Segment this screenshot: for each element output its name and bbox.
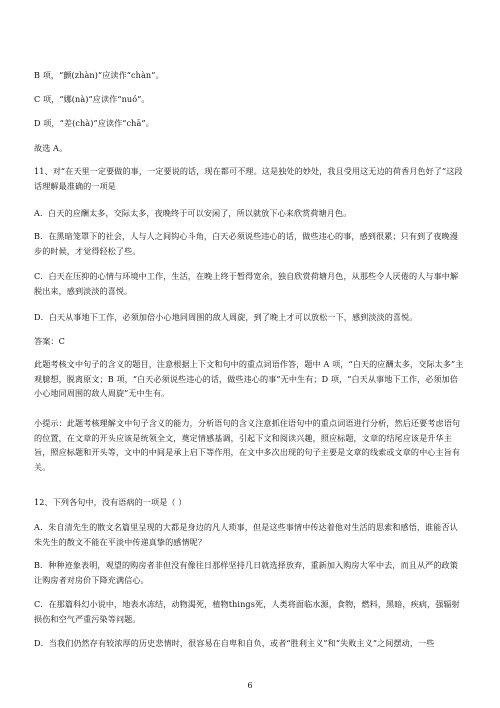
answer-explanation-c: C 项，“娜(nà)”应读作“nuó”。 [34, 94, 150, 104]
question-11-stem: 11、对“在天里一定要做的事，一定要说的话，现在都可不理。这是独处的妙处，我且受用这无边的荷香月色好了”这段话理解最准确的一项是 [34, 166, 463, 191]
question-11-option-b: B．在黑暗笼罩下的社会，人与人之间钩心斗角，白天必须说些违心的话，做些违心的事，感到很累；只有到了夜晚漫步的时候，才觉得轻松了些。 [34, 231, 458, 256]
question-11-option-a: A．白天的应酬太多，交际太多，夜晚终于可以安闲了，所以就放下心来欣赏荷塘月色。 [34, 208, 352, 218]
answer-explanation-d: D 项，“差(chà)”应读作“chā”。 [34, 118, 154, 128]
question-12-option-b: B．种种迹象表明，观望的购房者非但没有像往日那样坚持几日就选择放弃，重新加入购房大军中去，而且从严的政策让购房者对房价下降充满信心。 [34, 560, 458, 585]
question-12-option-c: C．在那篇科幻小说中，地表水冻结，动物渴死，植物things死，人类将面临水源，食物，燃料，黑暗，疾病，强辐射损伤和空气严重污染等问题。 [34, 599, 460, 624]
question-12-stem: 12、下列各句中，没有语病的一项是（ ） [34, 497, 187, 507]
question-11-answer: 答案：C [34, 336, 65, 346]
question-11-tip: 小提示：此题考核理解文中句子含义的能力，分析语句的含义注意抓住语句中的重点词语进行分析，然后还要考虑语句的位置，在文章的开头应该是统领全文，奠定情感基调，引起下文和阅读兴趣，照应标题，文章的结尾应该是升华主旨，照应标题和开头等，文中的中间是承上启下等作用，在文中多次出现的句子主要是文章的线索或文章的中心主旨有关。 [34, 418, 461, 472]
question-11-option-d: D．白天从事地下工作，必须加倍小心地同周围的敌人周旋，到了晚上才可以放松一下，感到淡淡的喜悦。 [34, 312, 418, 322]
answer-explanation-b: B 项，“颤(zhàn)”应读作“chàn”。 [34, 70, 164, 80]
page-number: 6 [247, 681, 253, 690]
question-11-option-c: C．白天在压抑的心情与环境中工作，生活，在晚上终于暂得宽余，独自欣赏荷塘月色，从那些令人厌倦的人与事中解脱出来，感到淡淡的喜悦。 [34, 271, 459, 296]
question-12-option-a: A．朱自清先生的散文名篇里呈现的大都是身边的凡人琐事，但是这些事情中传达着他对生活的思索和感悟，谁能否认朱先生的散文不能在平淡中传递真挚的感情呢？ [34, 522, 458, 547]
question-12-option-d: D．当我们仍然存有较浓厚的历史悲情时，很容易在自卑和自负，或者“胜利主义”和“失败主义”之间摆动，一些 [34, 638, 435, 648]
answer-conclusion: 故选 A。 [34, 143, 68, 153]
question-11-analysis: 此题考核文中句子的含义的题目，注意根据上下文和句中的重点词语作答，题中 A 项，“白天的应酬太多，交际太多”主观臆想，脱离原文；B 项，“白天必须说些违心的话，做些违心的事”无中生有；D 项，“白天从事地下工作，必须加倍小心地同周围的敌人周旋”无中生有。 [34, 359, 464, 398]
